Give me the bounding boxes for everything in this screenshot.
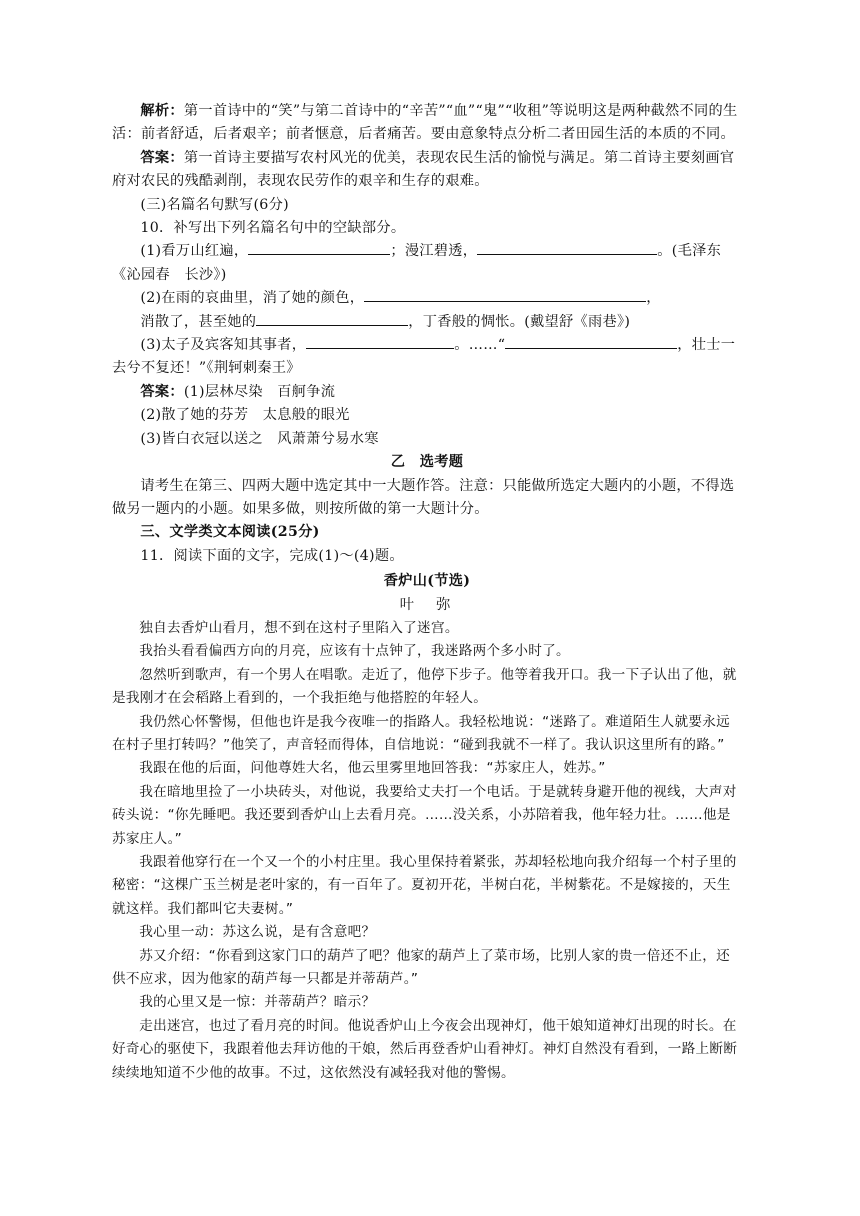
story-body [112, 617, 742, 1085]
answer-10-line-2: (2)散了她的芬芳 太息般的眼光 [140, 407, 350, 424]
item-3-text-a: (3)太子及宾客知其事者， [140, 337, 307, 354]
answer-label: 答案： [140, 149, 184, 166]
fill-blank[interactable] [364, 300, 646, 302]
analysis-paragraph [112, 100, 742, 147]
story-paragraph: 独自去香炉山看月，想不到在这村子里陷入了迷宫。 [139, 619, 459, 636]
fill-blank[interactable] [248, 253, 390, 255]
answer-10-line-3: (3)皆白衣冠以送之 风萧萧兮易水寒 [140, 430, 379, 447]
fill-blank[interactable] [256, 324, 408, 326]
answer-9-text: 第一首诗主要描写农村风光的优美，表现农民生活的愉悦与满足。第二首诗主要刻画官府对农民的残酷剥削，表现农民劳作的艰辛和生存的艰难。 [112, 149, 735, 190]
story-paragraph: 苏又介绍：“你看到这家门口的葫芦了吧？他家的葫芦上了菜市场，比别人家的贵一倍还不止，还供不应求，因为他家的葫芦每一只都是并蒂葫芦。” [112, 947, 731, 988]
story-paragraph: 忽然听到歌声，有一个男人在唱歌。走近了，他停下步子。他等着我开口。我一下子认出了他，就是我刚才在会稻路上看到的，一个我拒绝与他搭腔的年轻人。 [112, 666, 737, 707]
item-1-text-a: (1)看万山红遍， [140, 243, 249, 260]
story-paragraph: 我心里一动：苏这么说，是有含意吧？ [139, 924, 376, 941]
fill-blank[interactable] [477, 253, 657, 255]
fill-blank[interactable] [306, 347, 454, 349]
analysis-text: 第一首诗中的“笑”与第二首诗中的“辛苦”“血”“鬼”“收租”等说明这是两种截然不同的生活：前者舒适，后者艰辛；前者惬意，后者痛苦。要由意象特点分析二者田园生活的本质的不同。 [112, 103, 738, 143]
story-paragraph: 我跟着他穿行在一个又一个的小村庄里。我心里保持着紧张，苏却轻松地向我介绍每一个村子里的秘密：“这棵广玉兰树是老叶家的，有一百年了。夏初开花，半树白花，半树紫花。不是嫁接的，天生就这样。我们都叫它夫妻树。” [112, 854, 737, 917]
part-b-heading: 乙 选考题 [390, 454, 464, 471]
question-11-stem: 11．阅读下面的文字，完成(1)～(4)题。 [140, 547, 404, 564]
document-body [112, 100, 742, 1085]
analysis-label: 解析： [140, 103, 184, 119]
item-3-text-c: ，壮士一去兮不复还！”《荆轲刺秦王》 [112, 337, 736, 377]
item-1-text-b: ；漫江碧透， [390, 243, 478, 260]
item-2-text-a: (2)在雨的哀曲里，消了她的颜色， [140, 290, 365, 307]
question-10-item-1 [112, 240, 742, 287]
story-paragraph: 我的心里又是一惊：并蒂葫芦？暗示？ [139, 994, 376, 1011]
story-author: 叶 弥 [399, 596, 455, 613]
answer-9-paragraph [112, 147, 742, 194]
question-10-item-2 [112, 287, 742, 310]
answer-10-a1: (1)层林尽染 百舸争流 [183, 383, 336, 400]
item-2-text-d: ，丁香般的惆怅。(戴望舒《雨巷》) [408, 313, 631, 330]
question-10-stem: 10．补写出下列名篇名句中的空缺部分。 [140, 220, 406, 237]
story-paragraph: 我跟在他的后面，问他尊姓大名，他云里雾里地回答我：“苏家庄人，姓苏。” [139, 760, 606, 777]
story-paragraph: 我仍然心怀警惕，但他也许是我今夜唯一的指路人。我轻松地说：“迷路了。难道陌生人就要永远在村子里打转吗？”他笑了，声音轻而得体，自信地说：“碰到我就不一样了。我认识这里所有的路。” [112, 713, 731, 753]
answer-10-line-1 [112, 381, 742, 404]
section-literature-heading: 三、文学类文本阅读(25分) [140, 524, 320, 541]
item-3-text-b: 。……“ [454, 337, 506, 354]
question-10-item-2-cont [112, 311, 742, 334]
story-paragraph: 我在暗地里捡了一小块砖头，对他说，我要给丈夫打一个电话。于是就转身避开他的视线，大声对砖头说：“你先睡吧。我还要到香炉山上去看月亮。……没关系，小苏陪着我，他年轻力壮。……他是苏家庄人。” [112, 783, 737, 847]
story-paragraph: 我抬头看看偏西方向的月亮，应该有十点钟了，我迷路两个多小时了。 [139, 643, 570, 660]
story-paragraph: 走出迷宫，也过了看月亮的时间。他说香炉山上今夜会出现神灯，他干娘知道神灯出现的时长。在好奇心的驱使下，我跟着他去拜访他的干娘，然后再登香炉山看神灯。神灯自然没有看到，一路上断断续续地知道不少他的故事。不过，这依然没有减轻我对他的警惕。 [112, 1017, 738, 1081]
answer-label: 答案： [140, 383, 184, 400]
question-10-item-3 [112, 334, 742, 381]
part-b-instruction: 请考生在第三、四两大题中选定其中一大题作答。注意：只能做所选定大题内的小题，不得选做另一题内的小题。如果多做，则按所做的第一大题计分。 [112, 477, 735, 517]
section-3-heading: (三)名篇名句默写(6分) [140, 196, 289, 213]
item-2-text-b: ， [646, 290, 661, 307]
story-title: 香炉山(节选) [383, 573, 471, 590]
fill-blank[interactable] [505, 347, 677, 349]
item-2-text-c: 消散了，甚至她的 [140, 313, 257, 330]
item-1-text-c: 。(毛泽东《沁园春 长沙》) [112, 243, 722, 283]
